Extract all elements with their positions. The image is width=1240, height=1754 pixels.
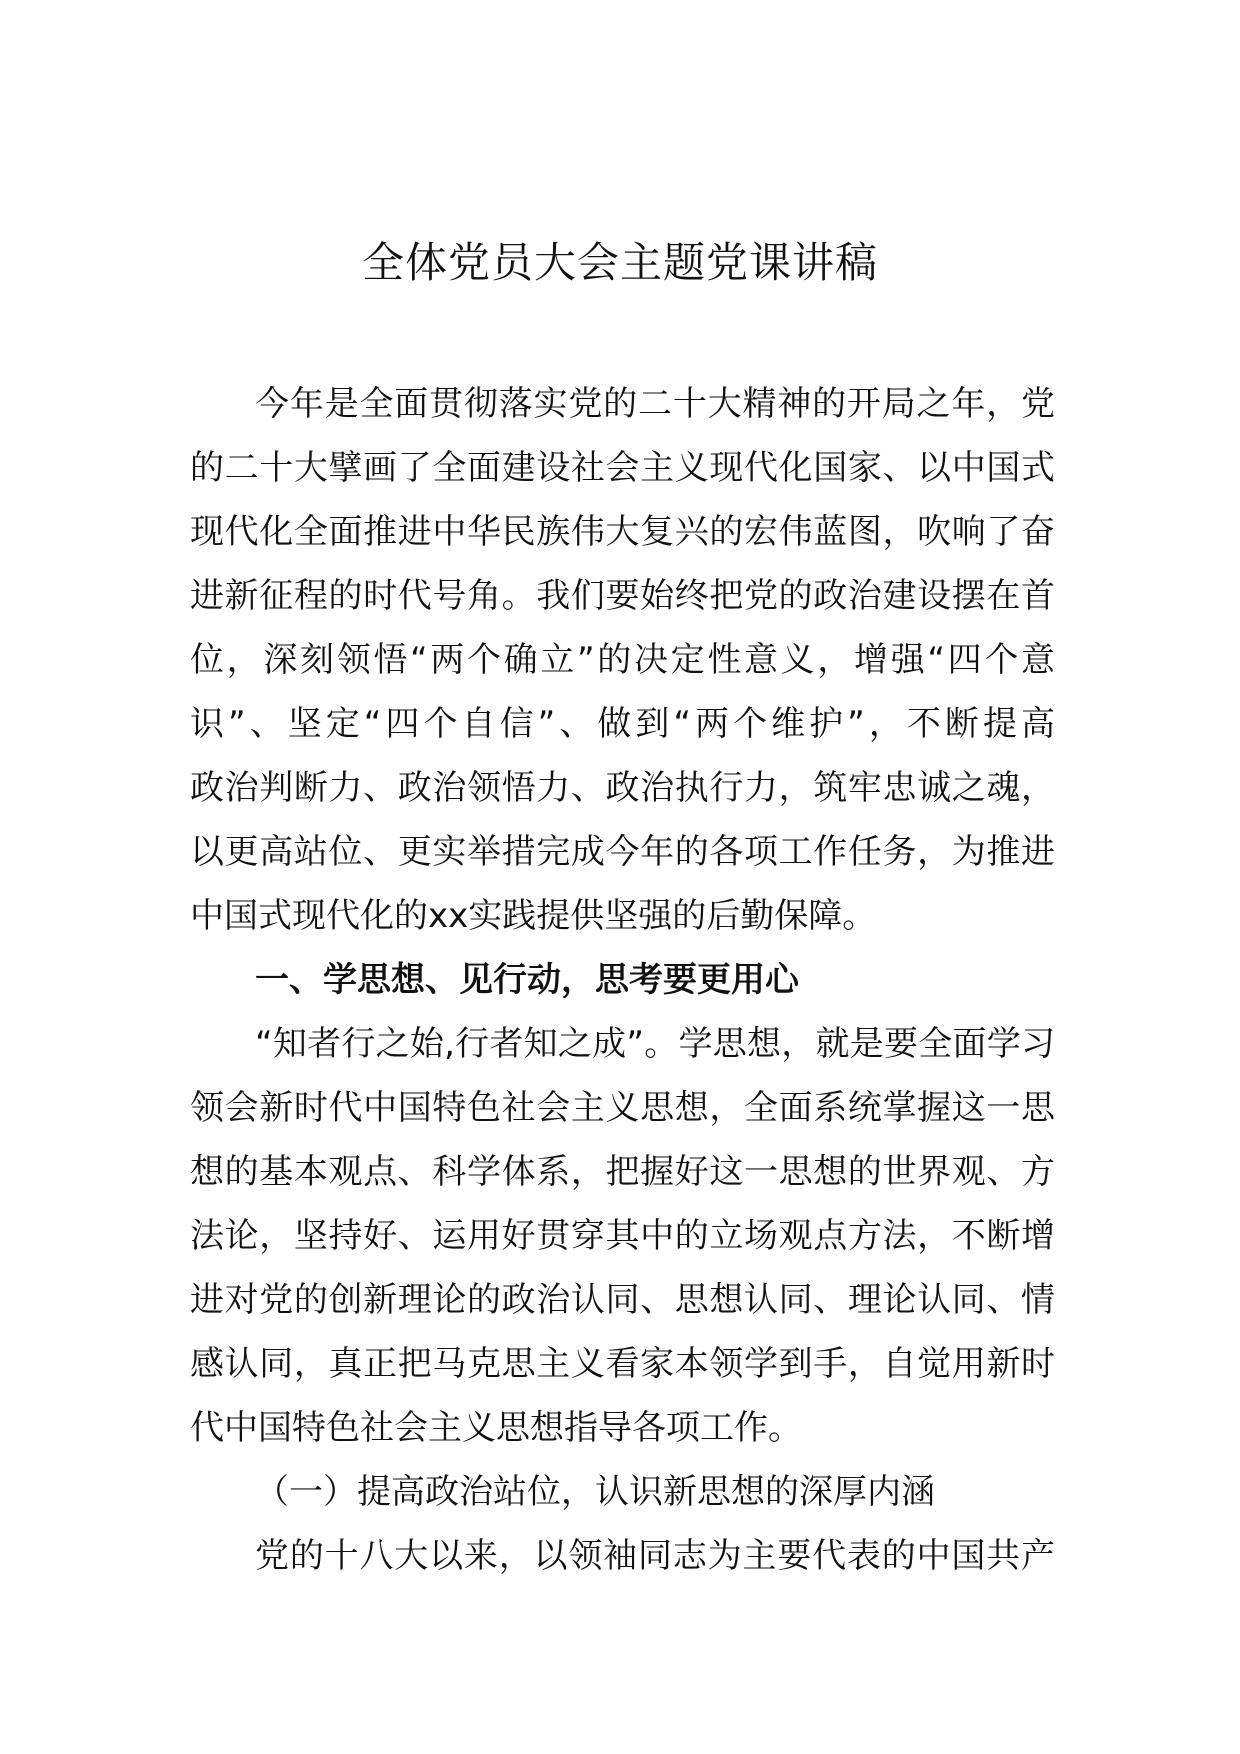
paragraph-line: 进新征程的时代号角。我们要始终把党的政治建设摆在首 [190, 576, 1055, 616]
paragraph-line: “知者行之始,行者知之成”。学思想，就是要全面学习 [255, 1024, 1055, 1064]
paragraph-line: 想的基本观点、科学体系，把握好这一思想的世界观、方 [190, 1152, 1055, 1192]
document-title: 全体党员大会主题党课讲稿 [361, 238, 878, 287]
paragraph-line: 进对党的创新理论的政治认同、思想认同、理论认同、情 [190, 1280, 1055, 1320]
paragraph-line: 感认同，真正把马克思主义看家本领学到手，自觉用新时 [190, 1344, 1055, 1384]
paragraph-line: 代中国特色社会主义思想指导各项工作。 [190, 1408, 802, 1448]
paragraph-line: 领会新时代中国特色社会主义思想，全面系统掌握这一思 [190, 1088, 1055, 1128]
paragraph-line: 政治判断力、政治领悟力、政治执行力，筑牢忠诚之魂， [190, 768, 1055, 808]
paragraph-line: 中国式现代化的xx实践提供坚强的后勤保障。 [190, 896, 877, 936]
section-heading: 一、学思想、见行动，思考要更用心 [255, 960, 799, 1000]
paragraph-line: 现代化全面推进中华民族伟大复兴的宏伟蓝图，吹响了奋 [190, 512, 1055, 552]
paragraph-line: 识”、坚定“四个自信”、做到“两个维护”，不断提高 [190, 704, 1055, 744]
paragraph-line: 以更高站位、更实举措完成今年的各项工作任务，为推进 [190, 832, 1055, 872]
paragraph-line: 位，深刻领悟“两个确立”的决定性意义，增强“四个意 [190, 640, 1055, 680]
paragraph-line: 的二十大擘画了全面建设社会主义现代化国家、以中国式 [190, 448, 1055, 488]
paragraph-line: 党的十八大以来，以领袖同志为主要代表的中国共产 [255, 1536, 1055, 1576]
paragraph-line: 法论，坚持好、运用好贯穿其中的立场观点方法，不断增 [190, 1216, 1055, 1256]
subsection-heading: （一）提高政治站位，认识新思想的深厚内涵 [255, 1472, 935, 1512]
paragraph-line: 今年是全面贯彻落实党的二十大精神的开局之年，党 [255, 384, 1055, 424]
